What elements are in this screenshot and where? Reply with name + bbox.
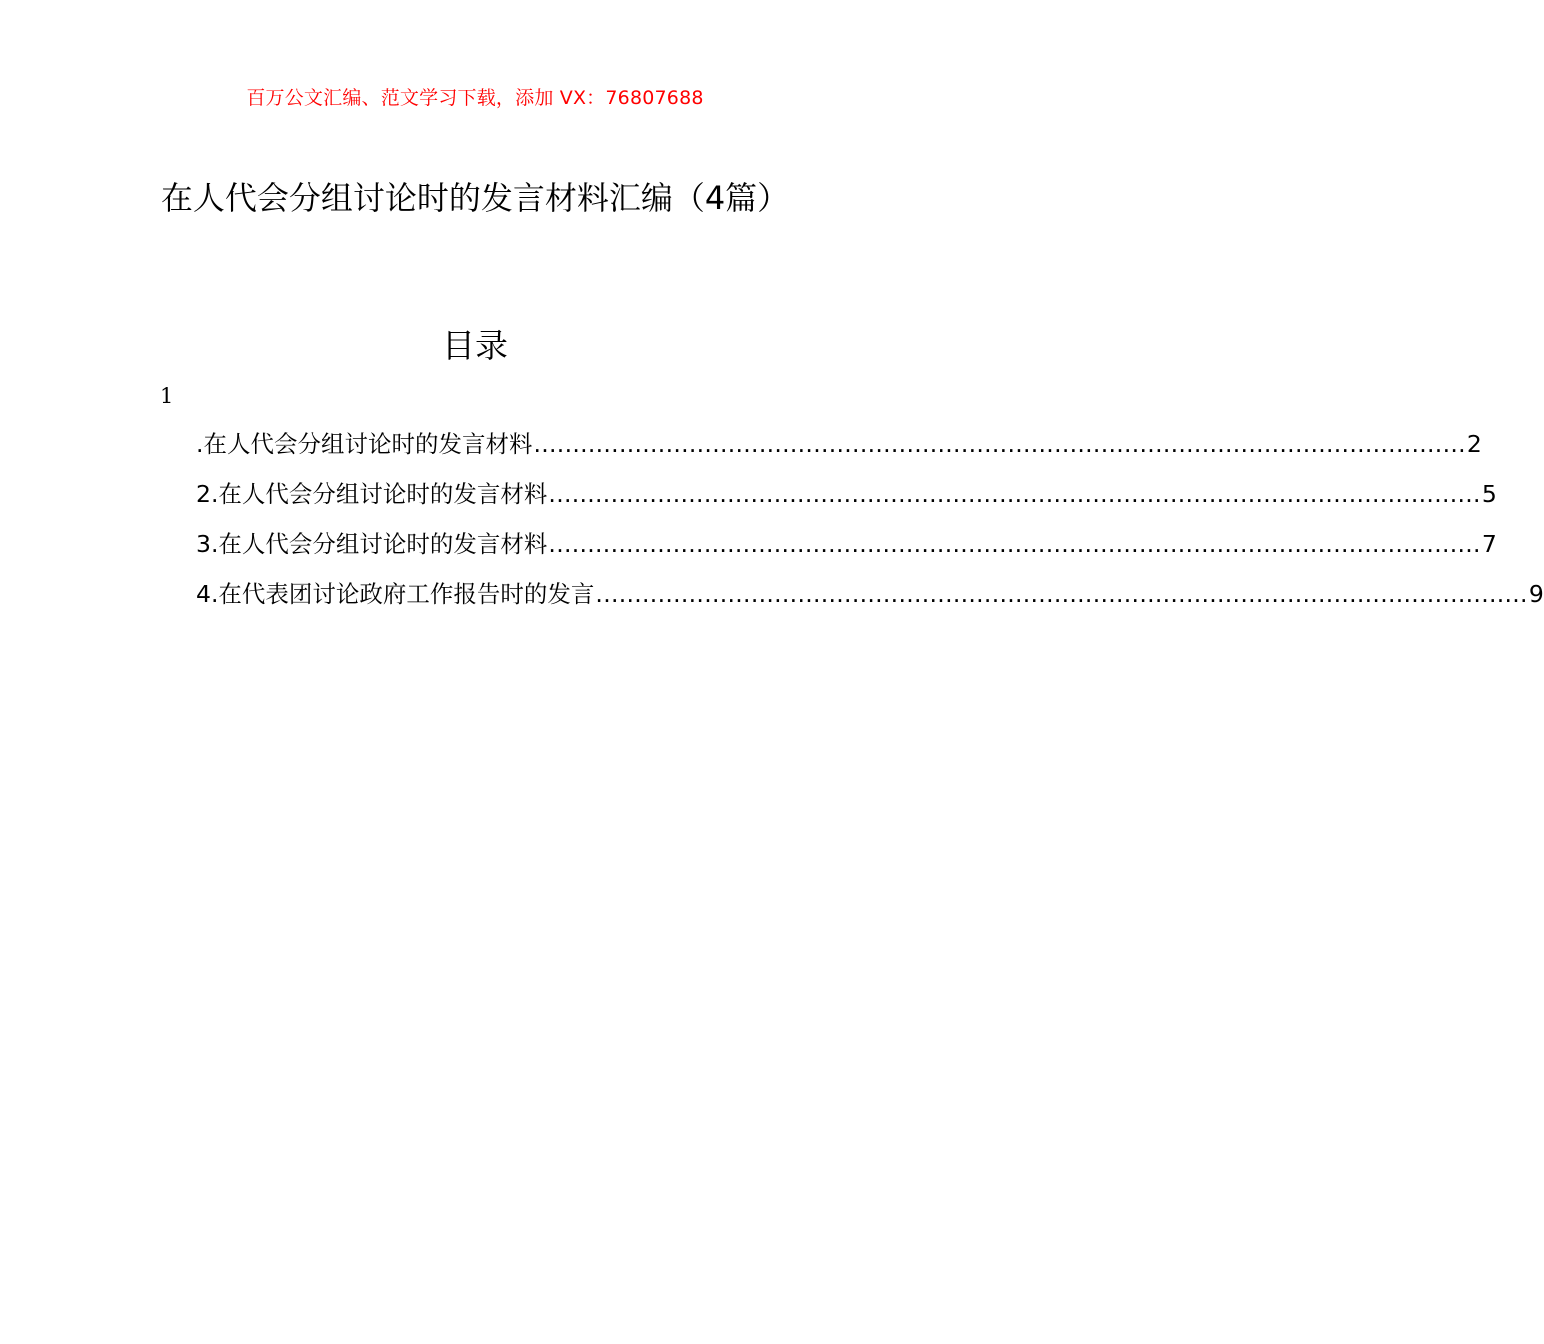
toc-page-number[interactable]: 7 bbox=[1481, 530, 1497, 558]
toc-entry-1[interactable] bbox=[196, 424, 1482, 474]
toc-entry-4[interactable] bbox=[196, 574, 1544, 624]
toc-entry-title[interactable]: 2.在人代会分组讨论时的发言材料 bbox=[196, 480, 548, 508]
toc-page-number[interactable]: 2 bbox=[1466, 430, 1482, 458]
toc-heading: 目录 bbox=[442, 326, 508, 365]
toc-entry-2[interactable] bbox=[196, 474, 1497, 524]
toc-entry-title[interactable]: .在人代会分组讨论时的发言材料 bbox=[196, 430, 533, 458]
toc-dot-leader: ........................................................................................................................ bbox=[595, 580, 1528, 608]
toc-entry-3[interactable] bbox=[196, 524, 1497, 574]
toc-entry-title[interactable]: 3.在人代会分组讨论时的发言材料 bbox=[196, 530, 548, 558]
toc-entry-title[interactable]: 4.在代表团讨论政府工作报告时的发言 bbox=[196, 580, 595, 608]
table-of-contents bbox=[196, 424, 1544, 624]
toc-page-number[interactable]: 9 bbox=[1528, 580, 1544, 608]
toc-page-number[interactable]: 5 bbox=[1481, 480, 1497, 508]
header-contact-note: 百万公文汇编、范文学习下载，添加 VX：76807688 bbox=[246, 87, 704, 109]
toc-dot-leader: ........................................................................................................................ bbox=[548, 480, 1481, 508]
toc-dot-leader: ........................................................................................................................ bbox=[533, 430, 1466, 458]
document-title: 在人代会分组讨论时的发言材料汇编（4篇） bbox=[160, 179, 790, 217]
toc-item-number: 1 bbox=[160, 384, 174, 408]
toc-dot-leader: ........................................................................................................................ bbox=[548, 530, 1481, 558]
